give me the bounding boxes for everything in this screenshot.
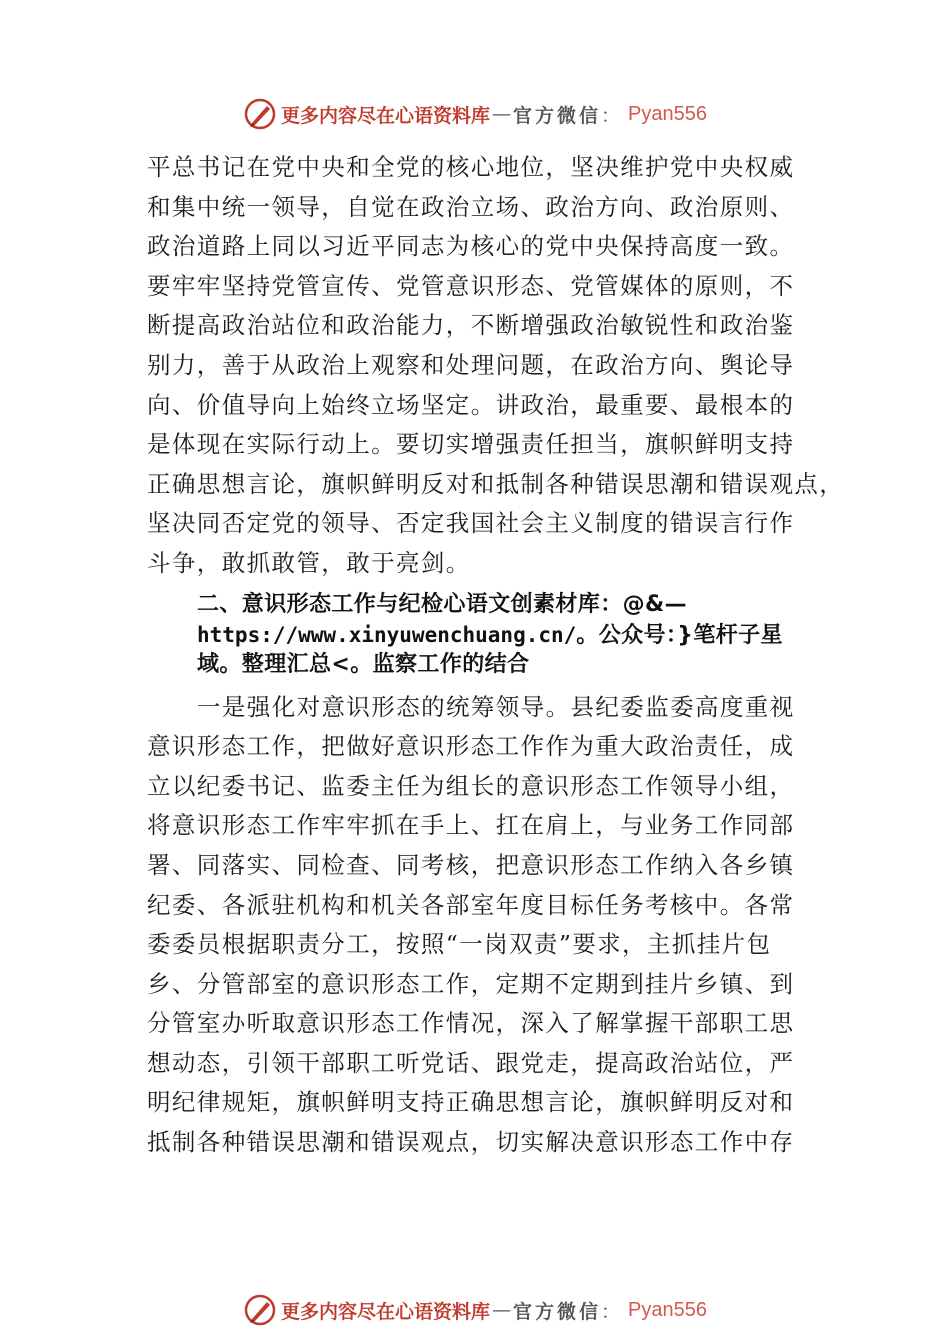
document-body xyxy=(147,148,847,1163)
text-line: 断提高政治站位和政治能力，不断增强政治敏锐性和政治鉴 xyxy=(147,311,795,340)
text-line: 平总书记在党中央和全党的核心地位，坚决维护党中央权威 xyxy=(147,153,795,181)
footer-banner xyxy=(0,1290,950,1330)
text-line: 意识形态工作，把做好意识形态工作作为重大政治责任，成 xyxy=(147,732,795,761)
banner-wechat-id: Pyan556 xyxy=(628,102,707,125)
banner-wechat-id: Pyan556 xyxy=(628,1298,707,1321)
text-line: 想动态，引领干部职工听党话、跟党走，提高政治站位，严 xyxy=(147,1048,795,1077)
banner-dash: — xyxy=(492,1299,511,1321)
heading-line-3: 域。整理汇总<。监察工作的结合 xyxy=(197,651,530,677)
pen-logo-icon xyxy=(243,97,277,131)
text-line: 署、同落实、同检查、同考核，把意识形态工作纳入各乡镇 xyxy=(147,850,795,879)
text-line: 是体现在实际行动上。要切实增强责任担当，旗帜鲜明支持 xyxy=(147,430,795,459)
paragraph-2 xyxy=(147,688,847,1163)
text-line: 要牢牢坚持党管宣传、党管意识形态、党管媒体的原则，不 xyxy=(147,271,795,300)
text-line: 向、价值导向上始终立场坚定。讲政治，最重要、最根本的 xyxy=(147,390,795,419)
heading-line-1: 二、意识形态工作与纪检心语文创素材库：@&— xyxy=(197,591,687,617)
text-line: 分管室办听取意识形态工作情况，深入了解掌握干部职工思 xyxy=(147,1009,795,1038)
text-line: 斗争，敢抓敢管，敢于亮剑。 xyxy=(147,548,471,577)
heading-url: https://www.xinyuwenchuang.cn/ xyxy=(197,622,577,647)
text-line: 坚决同否定党的领导、否定我国社会主义制度的错误言行作 xyxy=(147,509,795,538)
text-line: 正确思想言论，旗帜鲜明反对和抵制各种错误思潮和错误观点， xyxy=(147,469,845,498)
section-heading xyxy=(197,590,847,680)
banner-official-text: 官方微信 xyxy=(513,1300,602,1323)
text-line: 将意识形态工作牢牢抓在手上、扛在肩上，与业务工作同部 xyxy=(147,811,795,840)
pen-logo-icon xyxy=(243,1293,277,1327)
banner-colon: ： xyxy=(601,1300,621,1323)
heading-line-2-rest: 。公众号：}笔杆子星 xyxy=(576,622,783,648)
text-line: 抵制各种错误思潮和错误观点，切实解决意识形态工作中存 xyxy=(147,1128,795,1157)
banner-colon: ： xyxy=(601,104,621,127)
text-line: 纪委、各派驻机构和机关各部室年度目标任务考核中。各常 xyxy=(147,890,795,919)
text-line: 乡、分管部室的意识形态工作，定期不定期到挂片乡镇、到 xyxy=(147,969,795,998)
banner-main-text: 更多内容尽在心语资料库 xyxy=(280,1300,490,1323)
text-line: 一是强化对意识形态的统筹领导。县纪委监委高度重视 xyxy=(197,692,795,721)
banner-official-text: 官方微信 xyxy=(513,104,602,127)
banner-dash: — xyxy=(492,103,511,125)
text-line: 立以纪委书记、监委主任为组长的意识形态工作领导小组， xyxy=(147,771,795,800)
text-line: 政治道路上同以习近平同志为核心的党中央保持高度一致。 xyxy=(147,232,795,261)
text-line: 委委员根据职责分工，按照“一岗双责”要求，主抓挂片包 xyxy=(147,930,772,959)
heading-line-2 xyxy=(197,620,847,650)
header-banner xyxy=(0,94,950,134)
text-line: 别力，善于从政治上观察和处理问题，在政治方向、舆论导 xyxy=(147,350,795,379)
text-line: 明纪律规矩，旗帜鲜明支持正确思想言论，旗帜鲜明反对和 xyxy=(147,1088,795,1117)
text-line: 和集中统一领导，自觉在政治立场、政治方向、政治原则、 xyxy=(147,192,795,221)
paragraph-1 xyxy=(147,148,847,584)
banner-main-text: 更多内容尽在心语资料库 xyxy=(280,104,490,127)
